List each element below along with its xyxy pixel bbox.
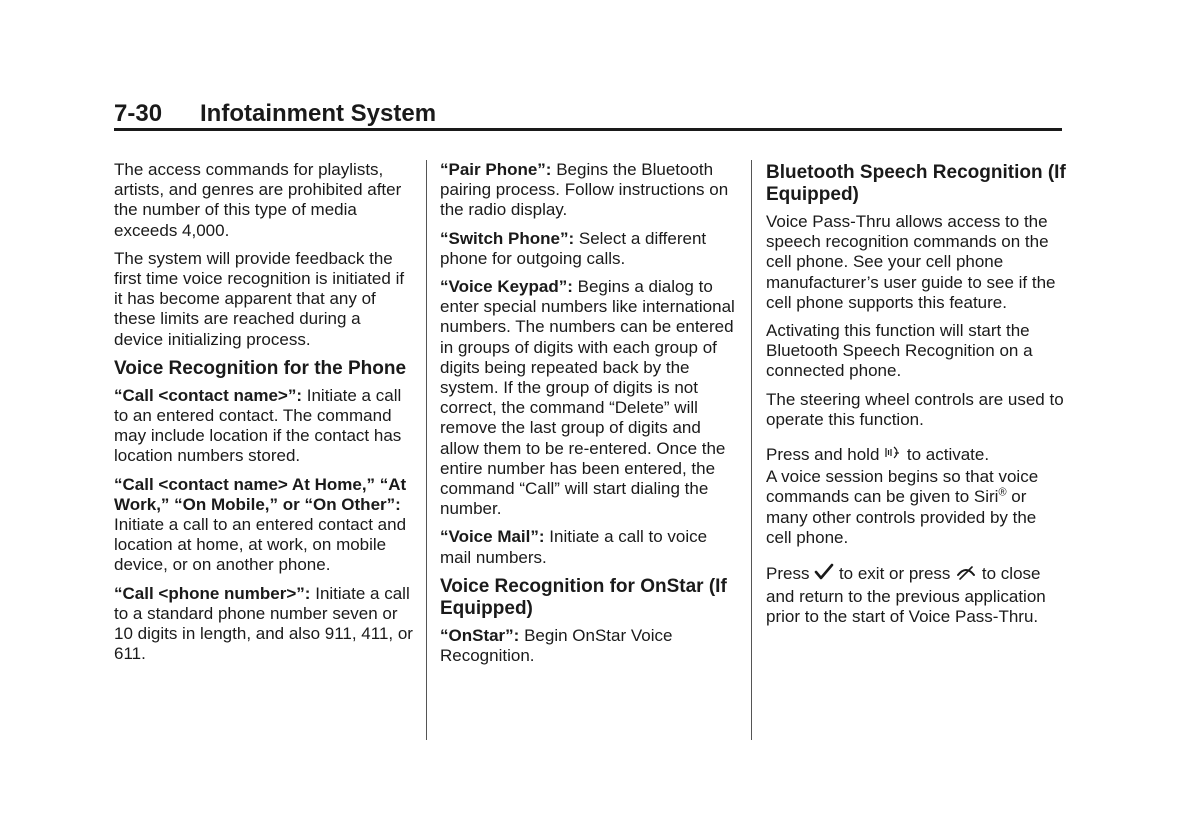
command-entry [114,584,414,665]
command-description: Initiate a call to an entered contact. The command may include location if the contact has location numbers stored. [114,385,402,466]
paragraph: The steering wheel controls are used to operate this function. [766,389,1064,429]
command-label: “Voice Mail”: [440,527,545,547]
section-title: Infotainment System [200,100,437,127]
text-fragment: to exit or press [838,564,951,584]
command-entry [114,386,414,467]
column-2 [440,160,740,674]
text-fragment: to close and return to the previous application prior to the start of Voice Pass-Thru. [766,564,1046,627]
command-label: “Pair Phone”: [440,160,552,179]
command-label: “Switch Phone”: [440,228,575,248]
column-3 [766,160,1066,636]
header-rule [114,128,1062,131]
command-entry [114,475,414,576]
end-call-icon [955,563,977,586]
paragraph: The access commands for playlists, artists, and genres are prohibited after the number of this type of media exceeds 4,000. [114,160,402,240]
subheading: Voice Recognition for OnStar (If Equipped) [440,575,727,619]
command-description: Begin OnStar Voice Recognition. [440,625,673,666]
registered-mark: ® [998,486,1007,499]
command-label: “Call <contact name>”: [114,385,303,405]
text-fragment: to activate. [906,445,990,465]
command-label: “OnStar”: [440,625,520,645]
subheading: Voice Recognition for the Phone [114,357,407,379]
command-description: Initiate a call to a standard phone number seven or 10 digits in length, and also 911, 411, or 611. [114,583,413,664]
page-header [114,100,1062,130]
text-fragment: Press and hold [766,445,880,465]
command-label: “Call <phone number>”: [114,583,311,603]
command-description: Begins the Bluetooth pairing process. Follow instructions on the radio display. [440,160,729,220]
push-to-talk-icon [884,444,902,467]
paragraph [766,444,1066,467]
paragraph: Voice Pass-Thru allows access to the speech recognition commands on the cell phone. See your cell phone manufacturer’s user guide to see if the cell phone supports this feature. [766,212,1056,312]
command-label: “Call <contact name> At Home,” “At Work,” “On Mobile,” or “On Other”: [114,474,407,514]
paragraph [766,562,1066,628]
column-divider [426,160,427,740]
command-description: Initiate a call to voice mail numbers. [440,527,708,567]
command-entry [440,160,740,221]
command-entry [440,277,740,519]
subheading: Bluetooth Speech Recognition (If Equipped) [766,162,1066,205]
paragraph: Activating this function will start the Bluetooth Speech Recognition on a connected phone. [766,321,1033,381]
command-label: “Voice Keypad”: [440,277,573,297]
text-fragment: or many other controls provided by the cell phone. [766,487,1037,547]
column-1 [114,160,414,672]
text-fragment: A voice session begins so that voice commands can be given to Siri [766,467,1039,507]
paragraph [766,467,1066,548]
command-description: Begins a dialog to enter special numbers like international numbers. The numbers can be entered in groups of digits with each group of digits being repeated back by the system. If the group of digits is not correct, the command “Delete” will remove the last group of digits and allow them to be re-entered. Once the entire number has been entered, the command “Call” will start dialing the number. [440,277,735,519]
command-description: Select a different phone for outgoing calls. [440,228,707,268]
text-fragment: Press [766,564,810,584]
command-description: Initiate a call to an entered contact and location at home, at work, on mobile device, or on another phone. [114,515,407,575]
command-entry [440,229,740,269]
command-entry [440,527,740,567]
page-number: 7-30 [114,100,163,127]
command-entry [440,626,740,666]
checkmark-icon [814,562,834,587]
paragraph: The system will provide feedback the first time voice recognition is initiated if it has become apparent that any of these limits are reached during a device initializing process. [114,248,405,349]
column-divider [751,160,752,740]
